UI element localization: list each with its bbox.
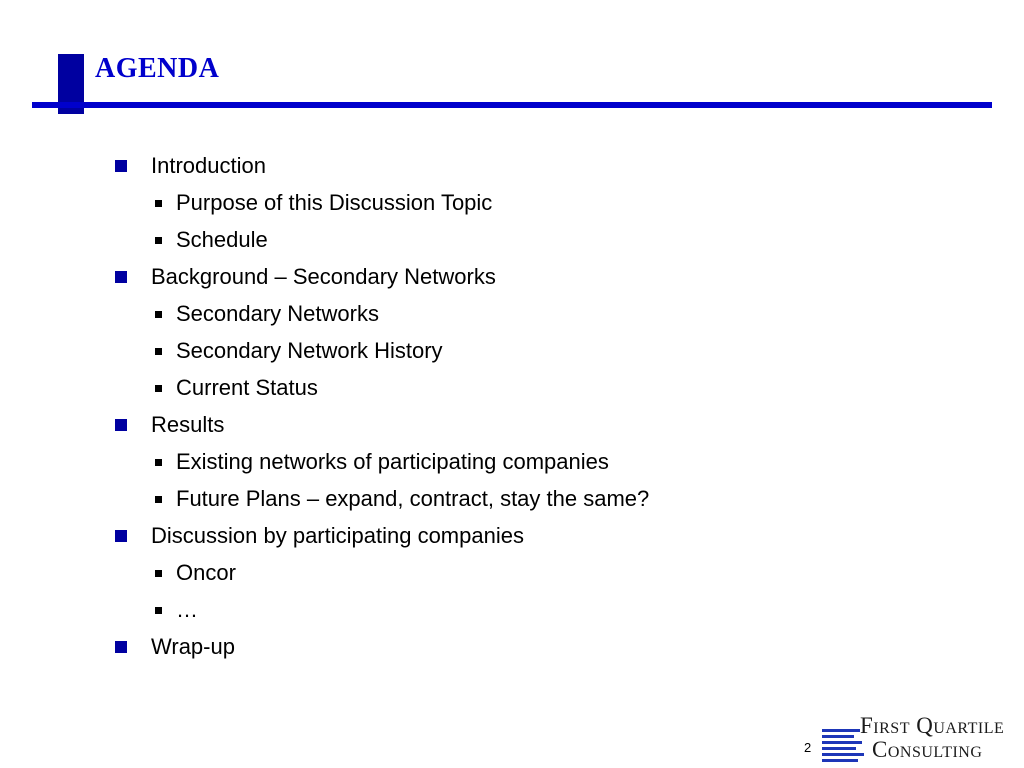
agenda-item — [0, 259, 1024, 296]
logo-stripes-icon — [822, 729, 864, 763]
square-bullet-icon — [115, 530, 127, 542]
agenda-subitem-text: Oncor — [176, 560, 236, 585]
company-logo — [822, 713, 1022, 763]
agenda-item — [0, 518, 1024, 555]
title-underline-rule — [32, 102, 992, 108]
logo-text-line2: Consulting — [872, 737, 983, 762]
agenda-item-text: Background – Secondary Networks — [151, 264, 496, 289]
agenda-subitem-text: Existing networks of participating companies — [176, 449, 609, 474]
agenda-subitem — [0, 333, 1024, 370]
agenda-subitem — [0, 370, 1024, 407]
small-square-bullet-icon — [155, 348, 162, 355]
page-number: 2 — [804, 740, 812, 755]
agenda-item-text: Discussion by participating companies — [151, 523, 524, 548]
agenda-subitem-text: Schedule — [176, 227, 268, 252]
small-square-bullet-icon — [155, 311, 162, 318]
square-bullet-icon — [115, 271, 127, 283]
small-square-bullet-icon — [155, 237, 162, 244]
agenda-subitem — [0, 555, 1024, 592]
square-bullet-icon — [115, 419, 127, 431]
agenda-item — [0, 629, 1024, 666]
agenda-subitem — [0, 185, 1024, 222]
agenda-list — [0, 148, 1024, 666]
agenda-subitem-text: Purpose of this Discussion Topic — [176, 190, 493, 215]
agenda-item-text: Introduction — [151, 153, 266, 178]
slide-title: AGENDA — [95, 53, 220, 84]
agenda-item — [0, 407, 1024, 444]
agenda-subitem — [0, 592, 1024, 629]
square-bullet-icon — [115, 641, 127, 653]
small-square-bullet-icon — [155, 459, 162, 466]
small-square-bullet-icon — [155, 570, 162, 577]
agenda-subitem — [0, 481, 1024, 518]
small-square-bullet-icon — [155, 607, 162, 614]
agenda-subitem — [0, 296, 1024, 333]
small-square-bullet-icon — [155, 385, 162, 392]
agenda-subitem-text: … — [176, 597, 198, 622]
small-square-bullet-icon — [155, 200, 162, 207]
agenda-item — [0, 148, 1024, 185]
agenda-subitem-text: Future Plans – expand, contract, stay the same? — [176, 486, 650, 511]
small-square-bullet-icon — [155, 496, 162, 503]
agenda-item-text: Results — [151, 412, 225, 437]
agenda-item-text: Wrap-up — [151, 634, 235, 659]
agenda-subitem — [0, 444, 1024, 481]
agenda-subitem-text: Secondary Network History — [176, 338, 443, 363]
agenda-subitem — [0, 222, 1024, 259]
agenda-subitem-text: Secondary Networks — [176, 301, 379, 326]
agenda-subitem-text: Current Status — [176, 375, 318, 400]
logo-text-line1: First Quartile — [860, 713, 1005, 738]
square-bullet-icon — [115, 160, 127, 172]
